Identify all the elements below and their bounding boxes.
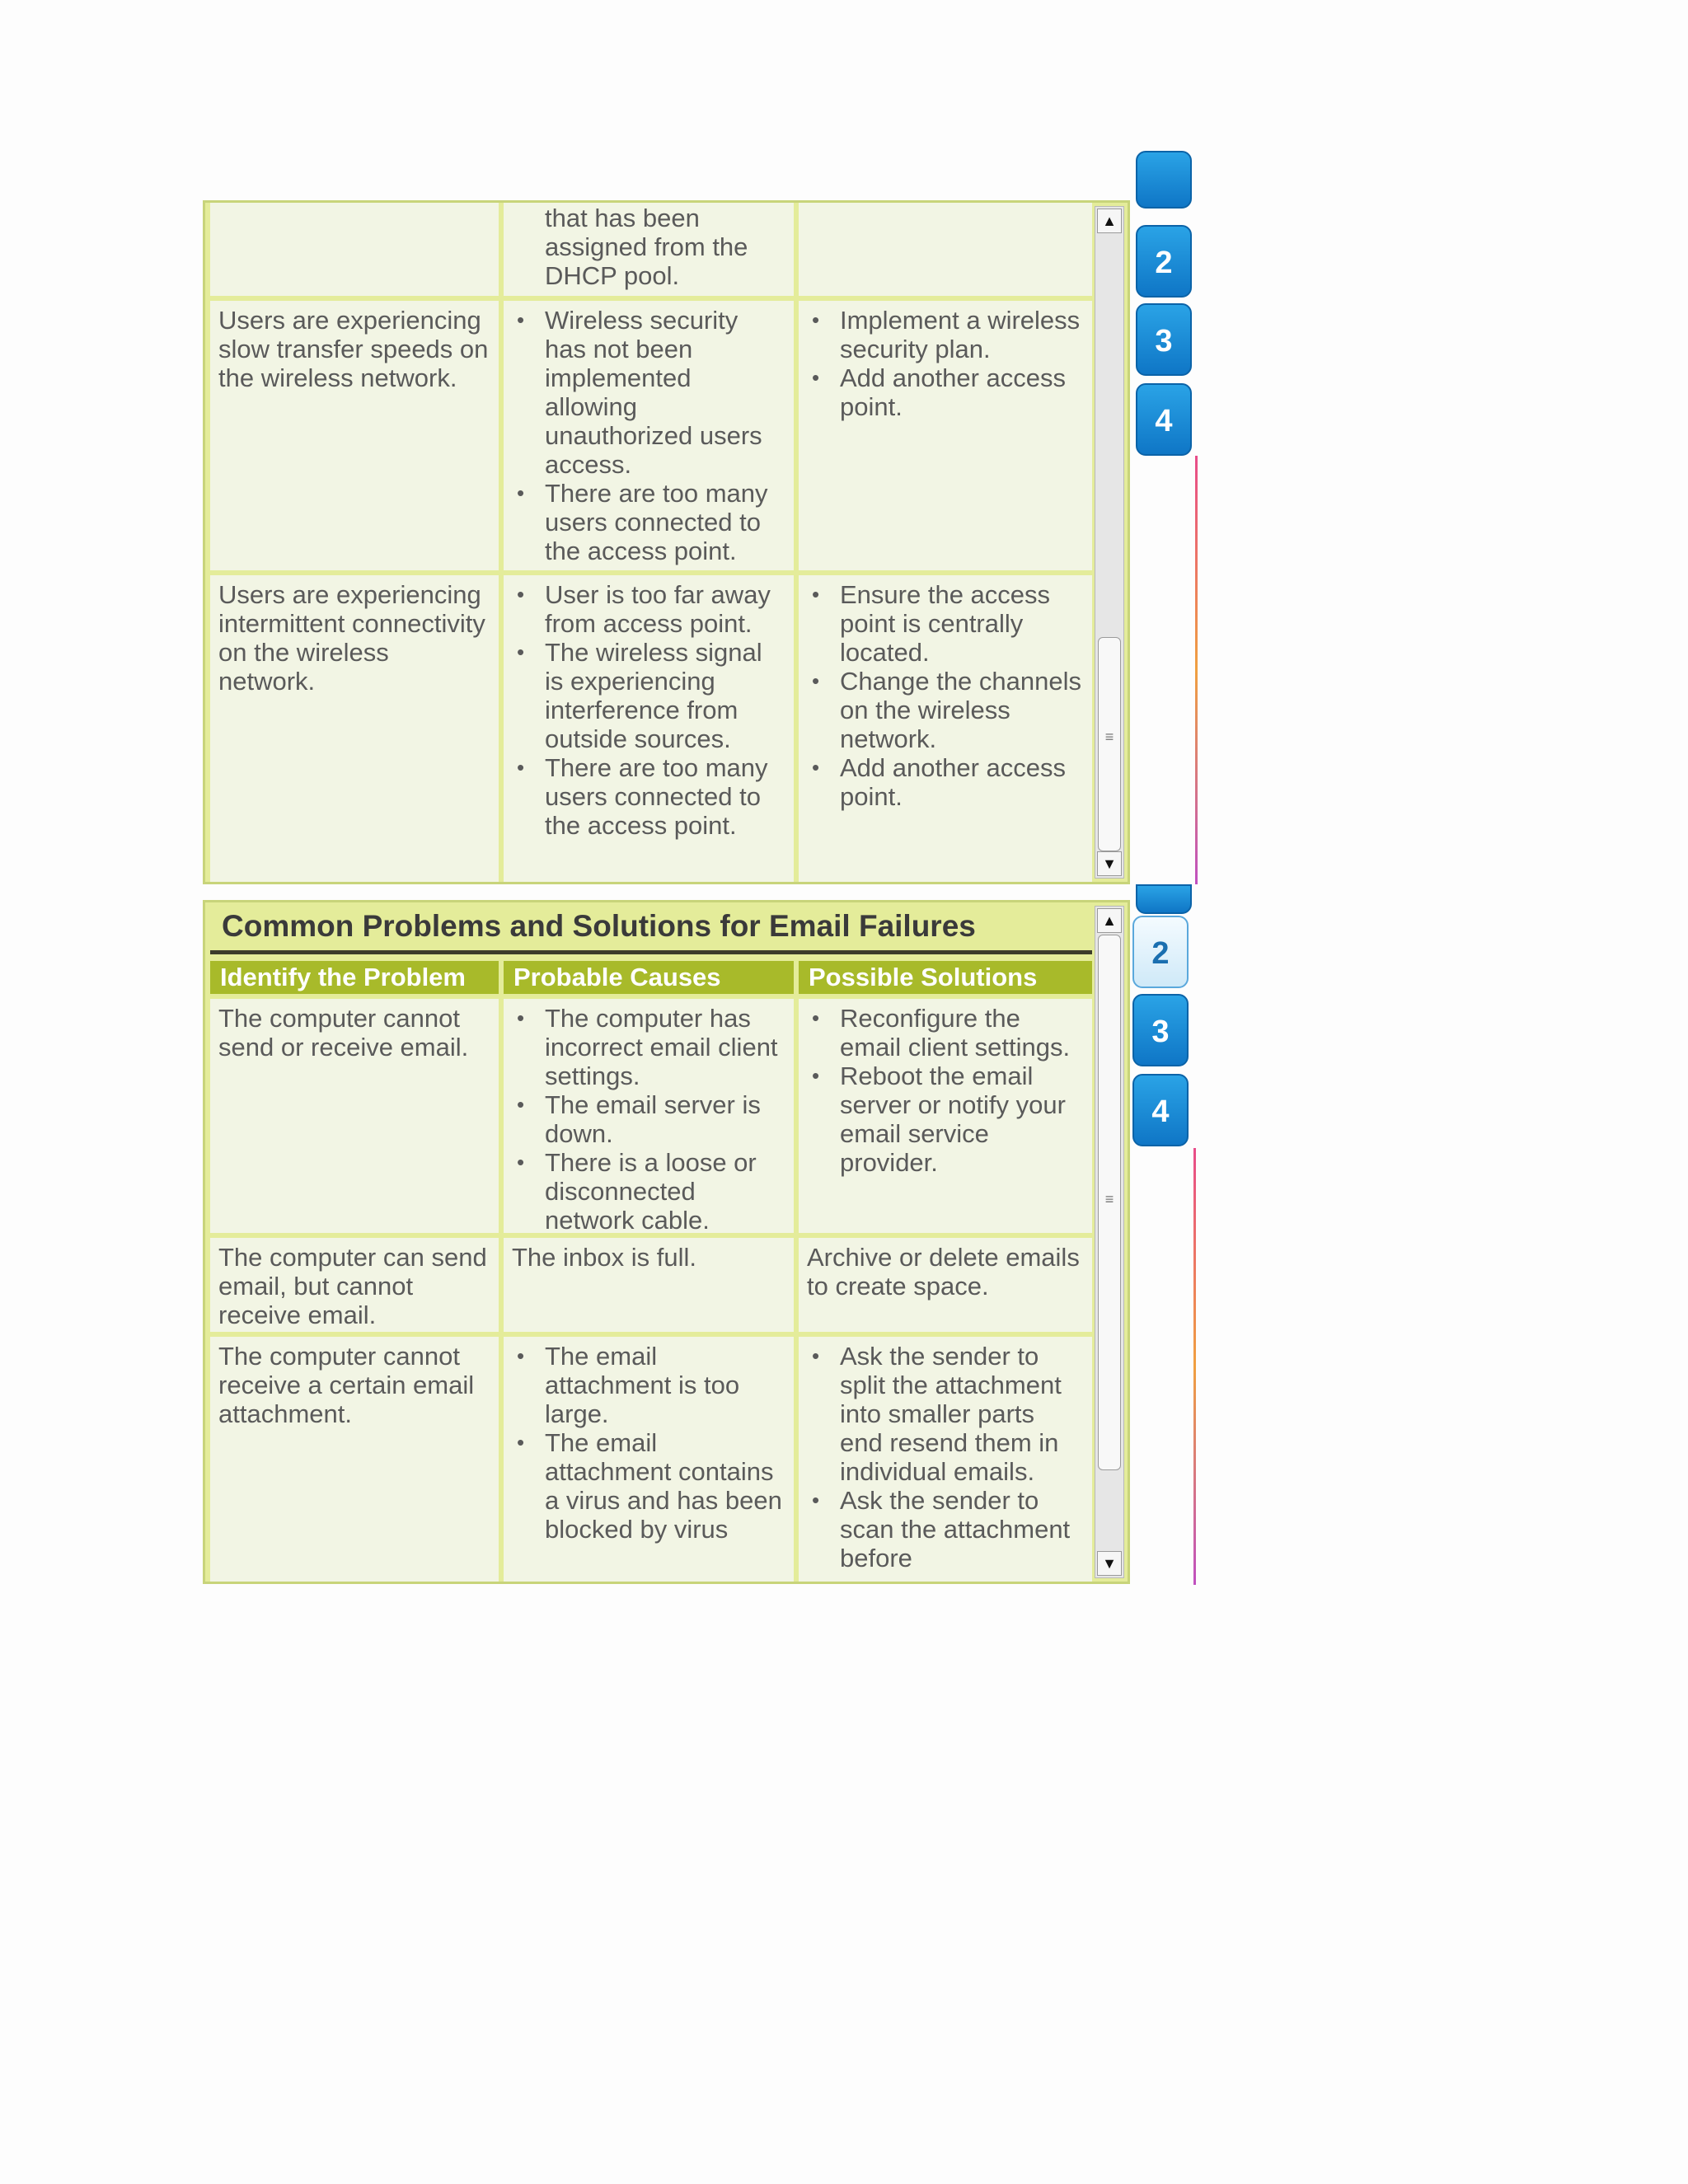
email-table (210, 961, 1092, 1582)
table-cell-causes: The inbox is full. (504, 1238, 794, 1332)
table-cell-solutions (799, 203, 1092, 296)
tab-4[interactable]: 4 (1136, 383, 1192, 456)
list-item: • The computer has incorrect email client settings. (512, 1004, 785, 1090)
table-cell-problem: The computer cannot send or receive email. (210, 999, 499, 1233)
list-item: • Ensure the access point is centrally located. (807, 580, 1084, 667)
scroll-down-icon[interactable]: ▼ (1097, 851, 1122, 876)
grip-icon: ≡ (1104, 1191, 1114, 1207)
table-cell-solutions (799, 1337, 1092, 1582)
list-item: • The email server is down. (512, 1090, 785, 1148)
list-item: • Add another access point. (807, 753, 1084, 811)
tab-edge-line (1193, 1148, 1196, 1585)
column-header-problem: Identify the Problem (210, 961, 499, 994)
tab-edge-line (1195, 456, 1198, 884)
cause-continuation: that has been assigned from the DHCP pool. (545, 204, 748, 290)
scroll-down-icon[interactable]: ▼ (1097, 1551, 1122, 1576)
wireless-problems-panel (203, 200, 1130, 884)
scroll-thumb[interactable] (1098, 935, 1121, 1470)
list-item: • The wireless signal is experiencing interference from outside sources. (512, 638, 785, 753)
table-cell-causes (504, 1337, 794, 1582)
tab-1-partial[interactable] (1136, 884, 1192, 914)
list-item: • Wireless security has not been implemented allowing unauthorized users access. (512, 306, 785, 479)
tab-3[interactable]: 3 (1132, 994, 1189, 1066)
list-item: • Reconfigure the email client settings. (807, 1004, 1084, 1062)
table-cell-causes (504, 301, 794, 570)
tab-4[interactable]: 4 (1132, 1074, 1189, 1146)
table-cell-solutions: Archive or delete emails to create space. (799, 1238, 1092, 1332)
table-cell-solutions (799, 575, 1092, 882)
email-table-viewport (210, 902, 1092, 1582)
table-cell-problem (210, 203, 499, 296)
table-cell-problem: The computer can send email, but cannot receive email. (210, 1238, 499, 1332)
tab-2[interactable]: 2 (1132, 916, 1189, 988)
panel2-page-tabs (1136, 884, 1202, 1585)
column-header-solutions: Possible Solutions (799, 961, 1092, 994)
vertical-scrollbar[interactable] (1095, 906, 1124, 1578)
tab-3[interactable]: 3 (1136, 303, 1192, 376)
list-item: • Add another access point. (807, 363, 1084, 421)
table-cell-problem: Users are experiencing intermittent connectivity on the wireless network. (210, 575, 499, 882)
scroll-up-icon[interactable]: ▲ (1097, 209, 1122, 233)
vertical-scrollbar[interactable] (1095, 206, 1124, 879)
scroll-up-icon[interactable]: ▲ (1097, 908, 1122, 933)
wireless-table (210, 203, 1092, 882)
list-item: • Change the channels on the wireless network. (807, 667, 1084, 753)
list-item: • Ask the sender to scan the attachment before (807, 1486, 1084, 1572)
page-title: Common Problems and Solutions for Email Failures (210, 902, 1092, 954)
wireless-table-viewport (210, 203, 1092, 882)
table-cell-problem: The computer cannot receive a certain email attachment. (210, 1337, 499, 1582)
tab-1-partial[interactable] (1136, 151, 1192, 209)
email-problems-panel (203, 900, 1130, 1584)
list-item: • Ask the sender to split the attachment into smaller parts end resend them in individual emails. (807, 1342, 1084, 1486)
table-cell-causes (504, 203, 794, 296)
list-item: • There is a loose or disconnected network cable. (512, 1148, 785, 1235)
column-header-causes: Probable Causes (504, 961, 794, 994)
list-item: • The email attachment is too large. (512, 1342, 785, 1428)
tab-2[interactable]: 2 (1136, 225, 1192, 298)
list-item: • The email attachment contains a virus and has been blocked by virus (512, 1428, 785, 1544)
table-cell-solutions (799, 999, 1092, 1233)
panel1-page-tabs (1136, 200, 1202, 884)
table-cell-causes (504, 999, 794, 1233)
scroll-thumb[interactable] (1098, 637, 1121, 851)
list-item: • There are too many users connected to the access point. (512, 479, 785, 565)
list-item: • There are too many users connected to the access point. (512, 753, 785, 840)
table-cell-solutions (799, 301, 1092, 570)
list-item: • Implement a wireless security plan. (807, 306, 1084, 363)
list-item: • Reboot the email server or notify your email service provider. (807, 1062, 1084, 1177)
grip-icon: ≡ (1104, 729, 1114, 745)
table-cell-problem: Users are experiencing slow transfer speeds on the wireless network. (210, 301, 499, 570)
table-cell-causes (504, 575, 794, 882)
list-item: • User is too far away from access point. (512, 580, 785, 638)
